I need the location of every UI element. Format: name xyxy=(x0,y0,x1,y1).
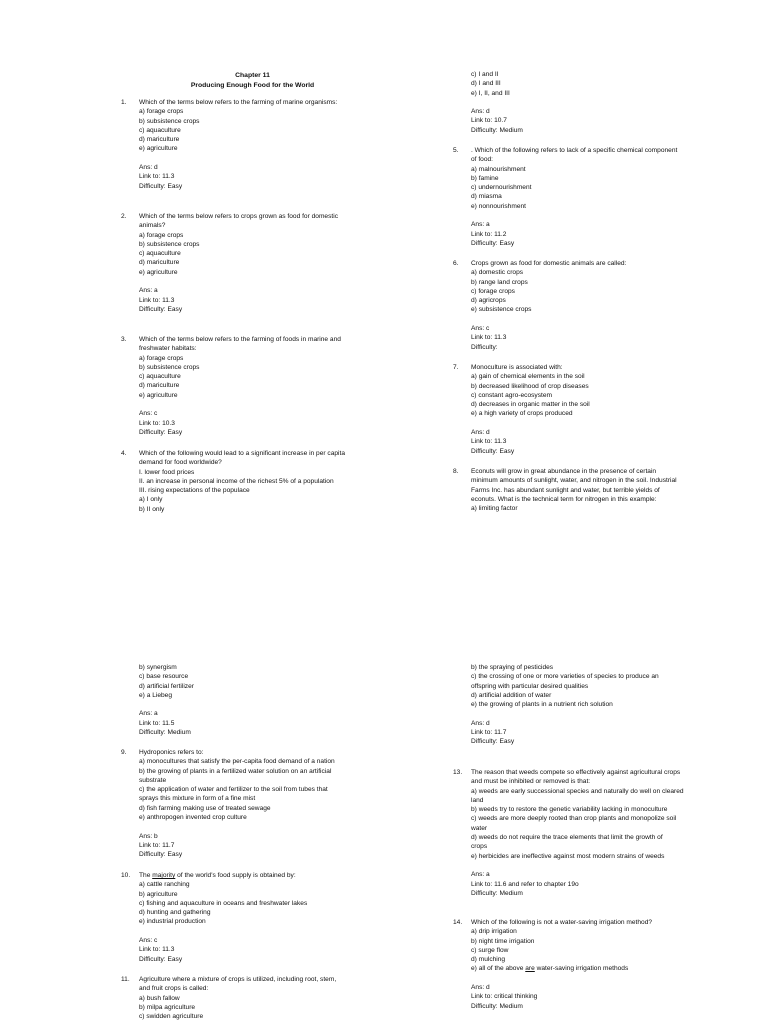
option-d: d) miasma xyxy=(471,193,502,201)
option-c: c) base resource xyxy=(139,673,189,681)
difficulty: Difficulty: Easy xyxy=(139,428,183,436)
question-text: Which of the following is not a water-saving irrigation method? xyxy=(471,919,653,926)
option-c: sprays this mixture in form of a fine mist xyxy=(139,795,256,803)
link: Link to: 11.3 xyxy=(139,296,175,304)
answer: Ans: a xyxy=(139,287,158,295)
question-number: 8. xyxy=(453,468,459,475)
answer: Ans: c xyxy=(471,325,490,333)
difficulty: Difficulty: Easy xyxy=(471,738,515,746)
option-c: c) fishing and aquaculture in oceans and freshwater lakes xyxy=(139,899,308,907)
difficulty: Difficulty: Medium xyxy=(139,729,191,737)
link: Link to: 11.5 xyxy=(139,719,175,727)
option-a: a) monocultures that satisfy the per-capita food demand of a nation xyxy=(139,758,335,766)
option-b: b) subsistence crops xyxy=(139,117,200,125)
option-a: a) forage crops xyxy=(139,231,184,239)
chapter-number: Chapter 11 xyxy=(235,72,270,79)
option-a: a) malnourishment xyxy=(471,165,526,173)
option-b: b) subsistence crops xyxy=(139,240,200,248)
question-text: The majority of the world's food supply is obtained by: xyxy=(139,872,296,879)
question-number: 5. xyxy=(453,147,459,154)
option-b: b) decreased likelihood of crop diseases xyxy=(471,382,589,390)
difficulty: Difficulty: Easy xyxy=(139,182,183,190)
option-d: d) artificial addition of water xyxy=(471,691,552,699)
question-text: of food: xyxy=(471,156,493,164)
answer: Ans: d xyxy=(471,984,490,992)
question-text: econuts. What is the technical term for nitrogen in this example: xyxy=(471,495,657,503)
option-e: e) the growing of plants in a nutrient rich solution xyxy=(471,701,613,709)
question-text: Farms Inc. has abundant sunlight and water, but terrible yields of xyxy=(471,486,660,494)
option-b: b) weeds try to restore the genetic variability lacking in monoculture xyxy=(471,806,668,814)
option-e: e) a high variety of crops produced xyxy=(471,410,573,418)
question-text: The reason that weeds compete so effectively against agricultural crops xyxy=(471,769,681,776)
option-d: d) I and III xyxy=(471,80,501,88)
link: Link to: 11.3 xyxy=(139,173,175,181)
answer: Ans: c xyxy=(139,937,158,945)
option-e: e) agriculture xyxy=(139,391,178,399)
question-number: 1. xyxy=(121,99,127,106)
option-b: b) the growing of plants in a fertilized water solution on an artificial xyxy=(139,767,332,775)
option-b: b) subsistence crops xyxy=(139,363,200,371)
option-c: c) surge flow xyxy=(471,946,509,954)
option-b: b) famine xyxy=(471,174,499,182)
link: Link to: 11.7 xyxy=(139,841,175,849)
option-a: a) weeds are early successional species and naturally do well on cleared xyxy=(471,787,684,795)
answer: Ans: d xyxy=(471,429,490,437)
option-c: c) aquaculture xyxy=(139,126,181,134)
option-e: e) herbicides are ineffective against most modern strains of weeds xyxy=(471,852,665,860)
option-b: b) synergism xyxy=(139,664,177,671)
difficulty: Difficulty: xyxy=(471,343,498,351)
link: Link to: 11.3 xyxy=(471,438,507,446)
option-d: d) agricrops xyxy=(471,297,506,305)
question-number: 7. xyxy=(453,364,459,371)
option-e: e) a Liebeg xyxy=(139,691,172,699)
link: Link to: critical thinking xyxy=(471,993,538,1001)
difficulty: Difficulty: Easy xyxy=(471,447,515,455)
option-a: a) bush fallow xyxy=(139,994,180,1002)
answer: Ans: a xyxy=(471,221,490,229)
question-text: Which of the terms below refers to the farming of marine organisms: xyxy=(139,99,338,106)
option-e: e) subsistence crops xyxy=(471,306,532,314)
option-a: a) forage crops xyxy=(139,108,184,116)
option-c: c) constant agro-ecosystem xyxy=(471,391,552,399)
option-d: d) mariculture xyxy=(139,259,180,267)
option-a: a) I only xyxy=(139,496,163,504)
option-d: d) mariculture xyxy=(139,136,180,144)
option-c: c) weeds are more deeply rooted than crop plants and monopolize soil xyxy=(471,815,677,823)
question-text: Crops grown as food for domestic animals are called: xyxy=(471,260,627,267)
chapter-header xyxy=(130,71,375,90)
question-text: Which of the terms below refers to the farming of foods in marine and xyxy=(139,336,341,343)
question-text: and must be inhibited or removed is that: xyxy=(471,778,591,786)
difficulty: Difficulty: Medium xyxy=(471,1002,523,1010)
answer: Ans: a xyxy=(139,710,158,718)
option-d: d) mariculture xyxy=(139,382,180,390)
option-b: b) the spraying of pesticides xyxy=(471,664,554,671)
question-text: animals? xyxy=(139,222,166,230)
question-text: Which of the following would lead to a significant increase in per capita xyxy=(139,450,345,457)
option-a: a) limiting factor xyxy=(471,505,518,513)
chapter-title: Producing Enough Food for the World xyxy=(190,81,315,89)
difficulty: Difficulty: Medium xyxy=(471,126,523,134)
option-a: a) cattle ranching xyxy=(139,881,190,889)
option-e: e) all of the above are water-saving irrigation methods xyxy=(471,965,629,973)
question-text: freshwater habitats: xyxy=(139,345,197,353)
option-e: e) anthropogen invented crop culture xyxy=(139,814,247,822)
link: Link to: 11.6 and refer to chapter 19o xyxy=(471,880,579,888)
option-c: c) undernourishment xyxy=(471,184,532,192)
statement-iii: III. rising expectations of the populace xyxy=(139,487,250,495)
option-e: e) nonnourishment xyxy=(471,202,526,210)
question-text: Econuts will grow in great abundance in the presence of certain xyxy=(471,468,657,475)
option-d: d) fish farming making use of treated sewage xyxy=(139,804,271,812)
option-c: c) the crossing of one or more varieties of species to produce an xyxy=(471,673,659,681)
option-a: land xyxy=(471,796,484,804)
option-b: b) night time irrigation xyxy=(471,937,535,945)
answer: Ans: b xyxy=(139,832,158,840)
question-number: 6. xyxy=(453,260,459,267)
difficulty: Difficulty: Medium xyxy=(471,889,523,897)
link: Link to: 10.7 xyxy=(471,117,507,125)
option-c: c) I and II xyxy=(471,71,499,78)
option-b: b) range land crops xyxy=(471,278,528,286)
option-a: a) drip irrigation xyxy=(471,928,517,936)
question-number: 3. xyxy=(121,336,127,343)
option-e: e) industrial production xyxy=(139,918,206,926)
answer: Ans: d xyxy=(471,719,490,727)
question-number: 4. xyxy=(121,450,127,457)
statement-ii: II. an increase in personal income of the richest 5% of a population xyxy=(139,477,334,485)
question-text: . Which of the following refers to lack of a specific chemical component xyxy=(471,147,678,154)
link: Link to: 11.7 xyxy=(471,729,507,737)
question-number: 11. xyxy=(121,976,130,983)
option-b: substrate xyxy=(139,776,167,784)
answer: Ans: a xyxy=(471,871,490,879)
option-d: d) weeds do not require the trace elements that limit the growth of xyxy=(471,834,663,842)
option-c: offspring with particular desired qualities xyxy=(471,682,589,690)
question-number: 9. xyxy=(121,749,127,756)
answer: Ans: c xyxy=(139,410,158,418)
option-d: crops xyxy=(471,843,488,851)
question-text: Hydroponics refers to: xyxy=(139,749,204,756)
question-number: 2. xyxy=(121,213,127,220)
option-e: e) I, II, and III xyxy=(471,89,510,97)
question-text: minimum amounts of sunlight, water, and nitrogen in the soil. Industrial xyxy=(471,477,677,485)
option-d: d) artificial fertilizer xyxy=(139,682,194,690)
option-d: d) decreases in organic matter in the soil xyxy=(471,401,590,409)
option-d: d) hunting and gathering xyxy=(139,909,211,917)
question-text: and fruit crops is called: xyxy=(139,985,209,993)
question-number: 14. xyxy=(453,919,463,926)
option-c: c) the application of water and fertilizer to the soil from tubes that xyxy=(139,786,328,794)
option-b: b) agriculture xyxy=(139,890,178,898)
link: Link to: 11.3 xyxy=(139,946,175,954)
statement-i: I. lower food prices xyxy=(139,468,195,476)
option-d: d) mulching xyxy=(471,956,506,964)
question-text: Which of the terms below refers to crops grown as food for domestic xyxy=(139,213,338,220)
option-c: c) swidden agriculture xyxy=(139,1013,204,1021)
question-text: demand for food worldwide? xyxy=(139,459,222,467)
emphasis-majority: majority xyxy=(152,872,176,879)
option-e: e) agriculture xyxy=(139,268,178,276)
question-text: Agriculture where a mixture of crops is utilized, including root, stem, xyxy=(139,976,337,983)
option-b: b) milpa agriculture xyxy=(139,1003,196,1011)
answer: Ans: d xyxy=(139,164,158,172)
option-b: b) II only xyxy=(139,505,165,513)
link: Link to: 10.3 xyxy=(139,419,175,427)
question-number: 13. xyxy=(453,769,463,776)
option-e: e) agriculture xyxy=(139,145,178,153)
option-c: c) forage crops xyxy=(471,287,515,295)
option-a: a) domestic crops xyxy=(471,269,524,277)
link: Link to: 11.3 xyxy=(471,334,507,342)
option-a: a) forage crops xyxy=(139,354,184,362)
emphasis-are: are xyxy=(525,965,535,973)
option-c: c) aquaculture xyxy=(139,250,181,258)
difficulty: Difficulty: Easy xyxy=(139,305,183,313)
question-text: Monoculture is associated with: xyxy=(471,364,563,371)
option-c: c) aquaculture xyxy=(139,373,181,381)
difficulty: Difficulty: Easy xyxy=(471,239,515,247)
difficulty: Difficulty: Easy xyxy=(139,955,183,963)
answer: Ans: d xyxy=(471,108,490,116)
option-c: water xyxy=(471,824,488,832)
question-number: 10. xyxy=(121,872,131,879)
difficulty: Difficulty: Easy xyxy=(139,851,183,859)
option-a: a) gain of chemical elements in the soil xyxy=(471,373,585,381)
link: Link to: 11.2 xyxy=(471,230,507,238)
